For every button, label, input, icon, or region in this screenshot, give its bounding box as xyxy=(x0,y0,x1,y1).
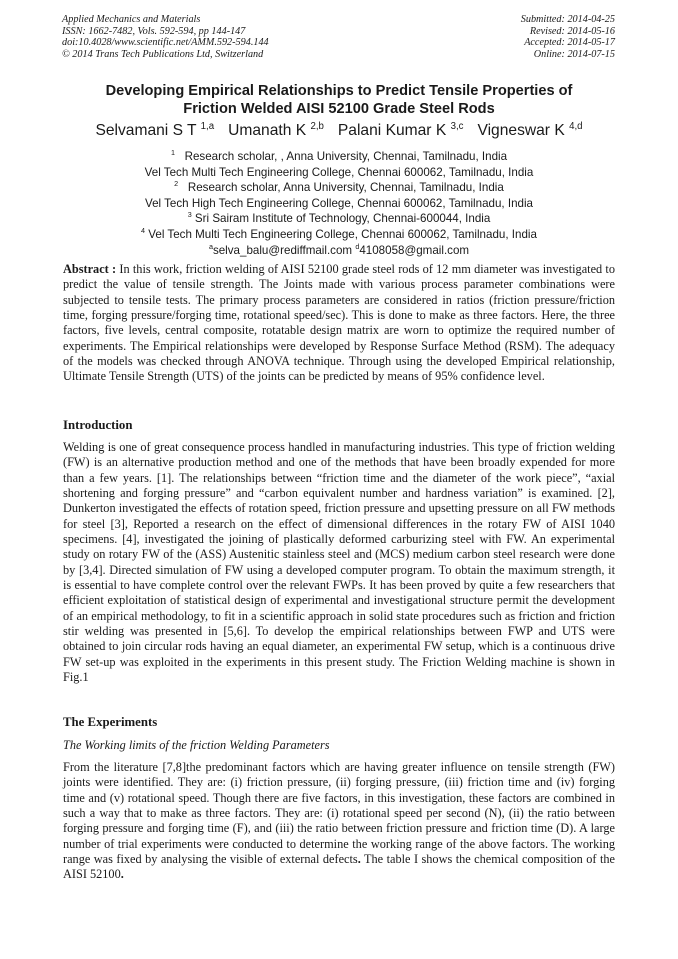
author-name: Selvamani S T xyxy=(95,122,197,139)
journal-doi: doi:10.4028/www.scientific.net/AMM.592-594.144 xyxy=(62,37,269,49)
email-link[interactable]: selva_balu@rediffmail.com xyxy=(212,243,353,257)
introduction-text: Welding is one of great consequence process handled in manufacturing industries. This type of friction welding (FW) is an alternative production method and one of the methods that have been broadly expended for more than a few years. [1]. The relationships between “friction time and the diameter of the work piece”, “axial shortening and forging pressure” and “carbon equivalent number and hardness variation” is examined. [2], Dunkerton investigated the effects of rotation speed, friction pressure and upsetting pressure on all FW methods for steel [3], Reported a research on the effect of dimensional differences in the rotary FW of AISI 1040 specimens. [4], investigated the joining of plastically deformed carburizing steel with FW. An experimental study on rotary FW of the (ASS) Austenitic stainless steel and (MCS) medium carbon steel research were done by [3,4]. Directed simulation of FW using a developed computer program. To obtain the maximum strength, it is essential to have complete control over the relevant FWPs. It has been proved by quite a few researchers that efficient exploitation of statistical design of experimental and investigational structure permit the development of an empirical methodology, to fit in a scientific approach in solid state procedures such as friction and friction stir welding was presented in [5,6]. To develop the empirical relationships between FWP and UTS were obtained to join circular rods having an equal diameter, an experimental FW setup, which is a continuous drive FW set-up was exploited in the experiments in this present study. The Friction Welding machine is shown in Fig.1 xyxy=(63,440,615,685)
abstract xyxy=(63,262,615,385)
experiments-text: From the literature [7,8]the predominant factors which are having greater influence on tensile strength (FW) joints were identified. They are: (i) friction pressure, (ii) forging pressure, (iii) friction time and (iv) forging time and (v) rotational speed. Though there are five factors, in this investigation, these factors are combined in such a way that to make as three factors. They are: (i) rotational speed per second (N), (ii) the ratio between forging pressure and forging time (F), and (iii) the ratio between friction pressure and friction time (D). A large number of trial experiments were conducted to determine the working range of the above factors. The working range was fixed by analysing the visible of external defects. The table I shows the chemical composition of the AISI 52100. xyxy=(63,760,615,882)
date-accepted: Accepted: 2014-05-17 xyxy=(524,37,615,49)
date-revised: Revised: 2014-05-16 xyxy=(529,25,615,37)
author-emails: $^a$selva_balu@rediffmail.com $^d$4108058@gmail.com xyxy=(208,241,470,257)
journal-name: Applied Mechanics and Materials xyxy=(62,14,201,25)
journal-issn: ISSN: 1662-7482, Vols. 592-594, pp 144-147 xyxy=(62,25,246,37)
author-list xyxy=(40,121,638,141)
title-line-1: Developing Empirical Relationships to Predict Tensile Properties of xyxy=(105,83,573,99)
affiliation-line: $^3$ Sri Sairam Institute of Technology, Chennai-600044, India xyxy=(187,210,491,226)
section-heading-introduction: Introduction xyxy=(63,418,133,432)
affiliation-line: $^2$ Research scholar, Anna University, Chennai, Tamilnadu, India xyxy=(174,179,504,195)
publication-dates xyxy=(521,14,615,60)
affiliation-line: $^1$ Research scholar, , Anna University, Chennai, Tamilnadu, India xyxy=(170,148,508,163)
author-affiliation-mark: 2,b xyxy=(310,120,324,132)
affiliation-line: Vel Tech High Tech Engineering College, Chennai 600062, Tamilnadu, India xyxy=(144,196,534,210)
abstract-label: Abstract : xyxy=(63,262,117,276)
affiliation-line: Vel Tech Multi Tech Engineering College, Chennai 600062, Tamilnadu, India xyxy=(144,165,534,179)
affiliation-line: $^4$ Vel Tech Multi Tech Engineering College, Chennai 600062, Tamilnadu, India xyxy=(141,226,537,241)
title-line-2: Friction Welded AISI 52100 Grade Steel Rods xyxy=(183,101,495,117)
author-affiliation-mark: 1,a xyxy=(200,120,215,132)
paper-title xyxy=(40,82,638,118)
date-online: Online: 2014-07-15 xyxy=(533,48,615,60)
author-affiliation-mark: 3,c xyxy=(450,120,464,132)
date-submitted: Submitted: 2014-04-25 xyxy=(520,14,615,25)
abstract-text: In this work, friction welding of AISI 52100 grade steel rods of 12 mm diameter was investigated to predict the value of tensile strength. The Joints made with various process parameter combinations were subjected to tensile tests. The primary process parameters are considered in ratios (friction pressure/friction time, forging pressure/forging time, rotational speed/sec). This is done to make as three factors. Here, the three factors, five levels, central composite, rotatable design matrix are worn to optimize the required number of experiments. The Empirical relationships were developed by Response Surface Method (RSM). The adequacy of the models was checked through ANOVA technique. Through using the developed Empirical relationship, Ultimate Tensile Strength (UTS) of the joints can be predicted by means of 95% confidence level. xyxy=(63,262,615,384)
subsection-heading: The Working limits of the friction Welding Parameters xyxy=(63,738,330,752)
author-name: Palani Kumar K xyxy=(337,122,447,139)
section-heading-experiments: The Experiments xyxy=(63,715,158,729)
email-link[interactable]: 4108058@gmail.com xyxy=(359,243,470,257)
author-name: Vigneswar K xyxy=(477,122,565,139)
journal-copyright: © 2014 Trans Tech Publications Ltd, Switzerland xyxy=(62,48,264,60)
author-name: Umanath K xyxy=(228,122,307,139)
author-affiliation-mark: 4,d xyxy=(569,120,583,132)
affiliations xyxy=(40,149,638,258)
journal-info xyxy=(62,14,269,60)
